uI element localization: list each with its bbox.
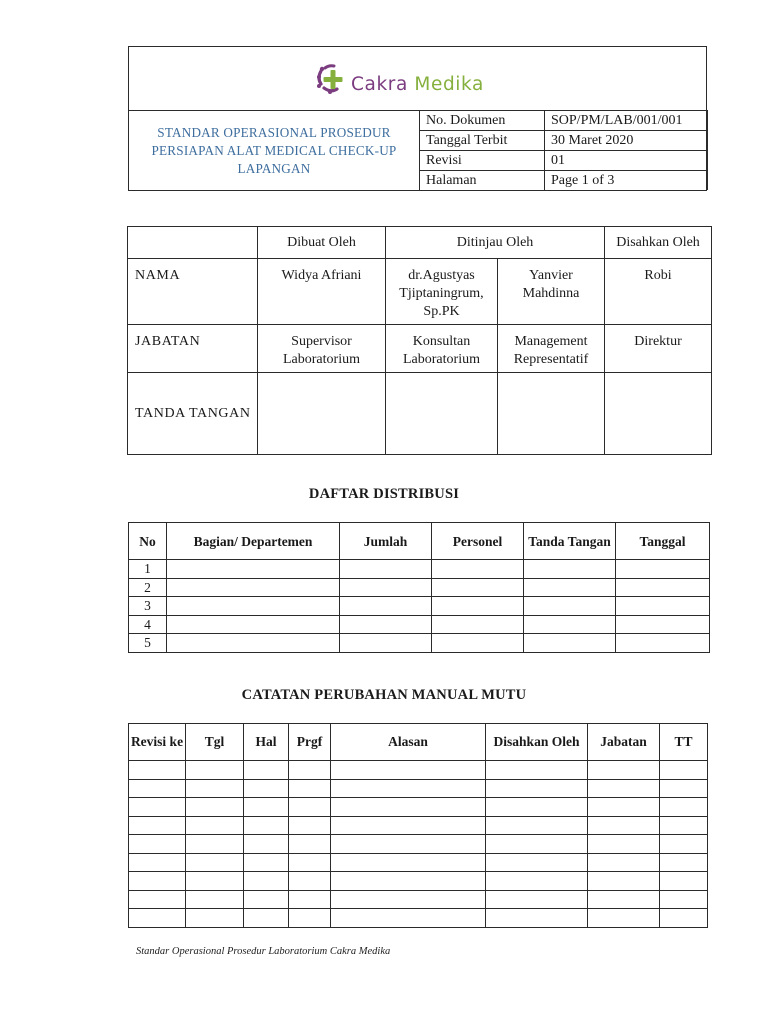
distribution-cell: [616, 578, 710, 597]
revision-cell: [588, 761, 660, 780]
revision-cell: [244, 853, 289, 872]
revision-row: [129, 853, 708, 872]
col-approved-by: Disahkan Oleh: [486, 724, 588, 761]
revision-cell: [244, 872, 289, 891]
revision-row: [129, 761, 708, 780]
revision-cell: [186, 853, 244, 872]
info-row-revision: [420, 151, 708, 171]
distribution-cell: [524, 578, 616, 597]
document-header: [128, 46, 707, 191]
distribution-cell: [432, 560, 524, 579]
info-label: Tanggal Terbit: [420, 131, 545, 151]
revision-cell: [660, 872, 708, 891]
revision-cell: [486, 890, 588, 909]
revision-cell: [588, 853, 660, 872]
revision-cell: [331, 909, 486, 928]
sop-title-line: PERSIAPAN ALAT MEDICAL CHECK-UP: [151, 143, 397, 158]
revision-log-body: [129, 761, 708, 928]
revision-cell: [331, 761, 486, 780]
revision-cell: [289, 872, 331, 891]
approval-header-row: [128, 227, 712, 259]
distribution-cell: [167, 597, 340, 616]
revision-cell: [129, 872, 186, 891]
distribution-row: [129, 634, 710, 653]
distribution-cell: [340, 597, 432, 616]
revision-cell: [129, 761, 186, 780]
revision-cell: [186, 835, 244, 854]
revision-cell: [331, 890, 486, 909]
revision-cell: [331, 779, 486, 798]
revision-cell: [244, 835, 289, 854]
revision-cell: [486, 853, 588, 872]
revision-cell: [186, 798, 244, 817]
info-label: No. Dokumen: [420, 111, 545, 131]
signature-cell: [258, 373, 386, 455]
revision-cell: [331, 835, 486, 854]
document-info-table: [419, 110, 708, 190]
distribution-cell: [616, 615, 710, 634]
name-made-by: Widya Afriani: [258, 259, 386, 325]
position-approved-by: Direktur: [605, 325, 712, 373]
distribution-row: [129, 560, 710, 579]
revision-cell: [331, 798, 486, 817]
info-label: Revisi: [420, 151, 545, 171]
revision-cell: [660, 853, 708, 872]
revision-log-title: CATATAN PERUBAHAN MANUAL MUTU: [241, 687, 527, 703]
revision-cell: [289, 890, 331, 909]
distribution-body: [129, 560, 710, 653]
info-row-document-number: [420, 111, 708, 131]
revision-cell: [289, 835, 331, 854]
revision-cell: [244, 890, 289, 909]
approval-row-position: [128, 325, 712, 373]
header-made-by: Dibuat Oleh: [258, 227, 386, 259]
revision-cell: [660, 779, 708, 798]
col-no: No: [129, 523, 167, 560]
logo-wordmark: [351, 76, 484, 95]
info-value: SOP/PM/LAB/001/001: [545, 111, 708, 131]
signature-cell: [498, 373, 605, 455]
col-initials: TT: [660, 724, 708, 761]
signature-cell: [386, 373, 498, 455]
revision-cell: [486, 761, 588, 780]
revision-cell: [244, 761, 289, 780]
revision-cell: [588, 909, 660, 928]
revision-cell: [186, 761, 244, 780]
revision-cell: [331, 816, 486, 835]
revision-cell: [289, 853, 331, 872]
revision-row: [129, 909, 708, 928]
distribution-cell: [432, 634, 524, 653]
revision-cell: [186, 779, 244, 798]
revision-cell: [186, 890, 244, 909]
revision-cell: [129, 779, 186, 798]
revision-cell: [486, 816, 588, 835]
header-approved-by: Disahkan Oleh: [605, 227, 712, 259]
distribution-cell: [616, 560, 710, 579]
revision-cell: [129, 835, 186, 854]
info-value: 30 Maret 2020: [545, 131, 708, 151]
approval-row-signature: [128, 373, 712, 455]
revision-cell: [289, 779, 331, 798]
revision-cell: [289, 816, 331, 835]
position-reviewer-2: Management Representatif: [498, 325, 605, 373]
distribution-cell: [524, 597, 616, 616]
revision-cell: [186, 816, 244, 835]
name-approved-by: Robi: [605, 259, 712, 325]
revision-row: [129, 816, 708, 835]
revision-cell: [186, 872, 244, 891]
revision-cell: [129, 853, 186, 872]
distribution-header-row: [129, 523, 710, 560]
col-quantity: Jumlah: [340, 523, 432, 560]
revision-cell: [660, 761, 708, 780]
revision-row: [129, 835, 708, 854]
revision-cell: [486, 779, 588, 798]
revision-cell: [129, 909, 186, 928]
header-reviewed-by: Ditinjau Oleh: [386, 227, 605, 259]
name-reviewer-1: dr.Agustyas Tjiptaningrum, Sp.PK: [386, 259, 498, 325]
revision-row: [129, 890, 708, 909]
revision-cell: [186, 909, 244, 928]
distribution-row: [129, 597, 710, 616]
distribution-row: [129, 578, 710, 597]
distribution-cell: [167, 560, 340, 579]
revision-cell: [588, 872, 660, 891]
distribution-cell: [616, 634, 710, 653]
revision-cell: [486, 872, 588, 891]
revision-cell: [289, 798, 331, 817]
revision-cell: [660, 798, 708, 817]
approval-table: [127, 226, 712, 455]
signature-cell: [605, 373, 712, 455]
cakra-medika-logo-icon: [315, 62, 351, 98]
revision-cell: [588, 779, 660, 798]
distribution-cell: [524, 560, 616, 579]
revision-cell: [588, 798, 660, 817]
approval-corner-cell: [128, 227, 258, 259]
col-paragraph: Prgf: [289, 724, 331, 761]
col-reason: Alasan: [331, 724, 486, 761]
row-label-signature: TANDA TANGAN: [128, 373, 258, 455]
col-date: Tgl: [186, 724, 244, 761]
distribution-cell: [524, 615, 616, 634]
distribution-cell: [616, 597, 710, 616]
revision-row: [129, 798, 708, 817]
position-reviewer-1: Konsultan Laboratorium: [386, 325, 498, 373]
revision-cell: [244, 779, 289, 798]
distribution-cell: [167, 578, 340, 597]
page-footer: Standar Operasional Prosedur Laboratorium Cakra Medika: [136, 946, 391, 957]
distribution-cell: [432, 597, 524, 616]
distribution-row: [129, 615, 710, 634]
revision-cell: [129, 816, 186, 835]
revision-cell: [588, 890, 660, 909]
revision-cell: [588, 835, 660, 854]
logo-word-cakra: Cakra: [351, 74, 408, 95]
distribution-cell: [340, 615, 432, 634]
revision-cell: [660, 835, 708, 854]
distribution-cell: [432, 578, 524, 597]
revision-cell: [660, 890, 708, 909]
distribution-cell: [167, 615, 340, 634]
distribution-cell: [340, 634, 432, 653]
logo-area: [129, 47, 706, 110]
position-made-by: Supervisor Laboratorium: [258, 325, 386, 373]
col-department: Bagian/ Departemen: [167, 523, 340, 560]
distribution-table: [128, 522, 710, 653]
revision-cell: [331, 853, 486, 872]
distribution-title: DAFTAR DISTRIBUSI: [308, 486, 460, 502]
revision-cell: [244, 909, 289, 928]
row-number: 1: [129, 560, 167, 579]
row-number: 5: [129, 634, 167, 653]
col-page: Hal: [244, 724, 289, 761]
info-row-page: [420, 171, 708, 191]
revision-row: [129, 872, 708, 891]
revision-cell: [129, 798, 186, 817]
name-reviewer-2: Yanvier Mahdinna: [498, 259, 605, 325]
revision-cell: [289, 909, 331, 928]
info-value: Page 1 of 3: [545, 171, 708, 191]
distribution-cell: [432, 615, 524, 634]
revision-cell: [244, 798, 289, 817]
distribution-cell: [167, 634, 340, 653]
distribution-cell: [340, 578, 432, 597]
revision-cell: [486, 835, 588, 854]
revision-cell: [660, 816, 708, 835]
info-row-issue-date: [420, 131, 708, 151]
row-number: 4: [129, 615, 167, 634]
logo-word-medika: Medika: [414, 74, 484, 95]
sop-title: [129, 111, 419, 191]
revision-row: [129, 779, 708, 798]
col-personnel: Personel: [432, 523, 524, 560]
distribution-cell: [524, 634, 616, 653]
revision-cell: [129, 890, 186, 909]
col-position: Jabatan: [588, 724, 660, 761]
revision-cell: [486, 909, 588, 928]
revision-cell: [588, 816, 660, 835]
approval-row-name: [128, 259, 712, 325]
revision-cell: [244, 816, 289, 835]
revision-cell: [331, 872, 486, 891]
revision-cell: [486, 798, 588, 817]
row-number: 2: [129, 578, 167, 597]
col-date: Tanggal: [616, 523, 710, 560]
row-label-position: JABATAN: [128, 325, 258, 373]
distribution-cell: [340, 560, 432, 579]
revision-header-row: [129, 724, 708, 761]
sop-title-line: LAPANGAN: [237, 161, 311, 176]
info-value: 01: [545, 151, 708, 171]
sop-title-line: STANDAR OPERASIONAL PROSEDUR: [157, 125, 391, 140]
revision-cell: [660, 909, 708, 928]
revision-cell: [289, 761, 331, 780]
col-signature: Tanda Tangan: [524, 523, 616, 560]
revision-log-table: [128, 723, 708, 928]
info-label: Halaman: [420, 171, 545, 191]
row-label-name: NAMA: [128, 259, 258, 325]
col-revision: Revisi ke: [129, 724, 186, 761]
row-number: 3: [129, 597, 167, 616]
